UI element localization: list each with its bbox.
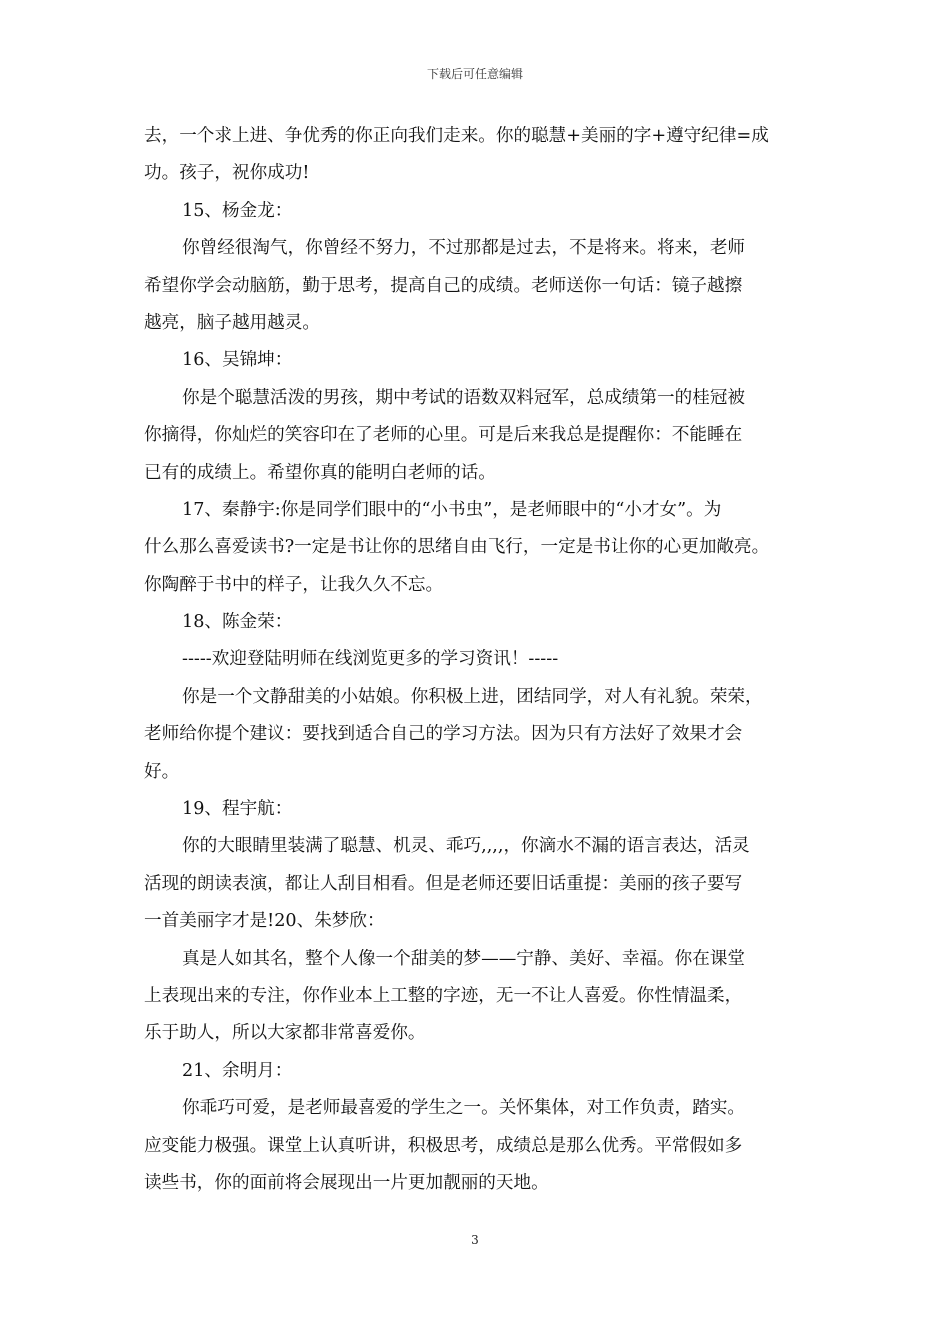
text-line: 好。 (144, 761, 180, 782)
text-line: 一首美丽字才是!20、朱梦欣： (144, 911, 385, 932)
text-line: -----欢迎登陆明师在线浏览更多的学习资讯！----- (182, 649, 559, 670)
text-line: 16、吴锦坤： (182, 350, 293, 371)
text-line: 真是人如其名，整个人像一个甜美的梦——宁静、美好、幸福。你在课堂 (182, 948, 746, 969)
text-line: 希望你学会动脑筋，勤于思考，提高自己的成绩。老师送你一句话：镜子越擦 (144, 275, 743, 296)
text-line: 21、余明月： (182, 1060, 293, 1081)
page-number: 3 (471, 1233, 479, 1247)
text-line: 15、杨金龙： (182, 200, 293, 221)
document-body (144, 118, 814, 1202)
text-line: 你陶醉于书中的样子，让我久久不忘。 (144, 574, 444, 595)
text-line: 19、程宇航： (182, 799, 293, 820)
text-line: 活现的朗读表演，都让人刮目相看。但是老师还要旧话重提：美丽的孩子要写 (144, 873, 743, 894)
text-line: 去，一个求上进、争优秀的你正向我们走来。你的聪慧+美丽的字+遵守纪律=成 (144, 126, 769, 146)
text-line: 上表现出来的专注，你作业本上工整的字迹，无一不让人喜爱。你性情温柔， (144, 985, 743, 1006)
text-line: 18、陈金荣： (182, 612, 293, 633)
text-line: 老师给你提个建议：要找到适合自己的学习方法。因为只有方法好了效果才会 (144, 724, 743, 745)
text-line: 你是个聪慧活泼的男孩，期中考试的语数双料冠军，总成绩第一的桂冠被 (182, 387, 746, 408)
text-line: 功。孩子，祝你成功! (144, 163, 310, 184)
text-line: 乐于助人，所以大家都非常喜爱你。 (144, 1023, 426, 1044)
text-line: 17、秦静宇:你是同学们眼中的“小书虫”，是老师眼中的“小才女”。为 (182, 499, 722, 520)
text-line: 你曾经很淘气，你曾经不努力，不过那都是过去，不是将来。将来，老师 (182, 238, 746, 259)
text-line: 读些书，你的面前将会展现出一片更加靓丽的天地。 (144, 1172, 549, 1193)
text-line: 已有的成绩上。希望你真的能明白老师的话。 (144, 462, 496, 483)
text-line: 你乖巧可爱，是老师最喜爱的学生之一。关怀集体，对工作负责，踏实。 (182, 1098, 746, 1119)
text-line: 应变能力极强。课堂上认真听讲，积极思考，成绩总是那么优秀。平常假如多 (144, 1135, 743, 1156)
text-line: 你摘得，你灿烂的笑容印在了老师的心里。可是后来我总是提醒你：不能睡在 (144, 425, 743, 446)
page-header: 下载后可任意编辑 (426, 67, 523, 81)
text-line: 你是一个文静甜美的小姑娘。你积极上进，团结同学，对人有礼貌。荣荣， (182, 686, 763, 707)
text-line: 你的大眼睛里装满了聪慧、机灵、乖巧,,,,，你滴水不漏的语言表达，活灵 (182, 836, 750, 857)
text-line: 越亮，脑子越用越灵。 (144, 312, 320, 333)
text-line: 什么那么喜爱读书?一定是书让你的思绪自由飞行，一定是书让你的心更加敞亮。 (144, 537, 770, 558)
